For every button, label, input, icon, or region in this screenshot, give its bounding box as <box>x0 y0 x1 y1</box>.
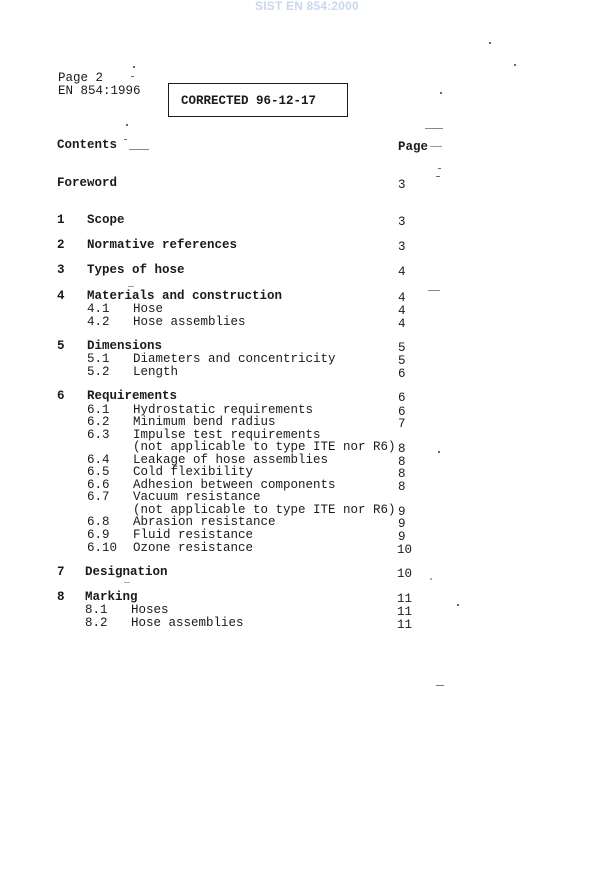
subsection-page: 6 <box>398 405 406 419</box>
section-title: Normative references <box>87 238 238 252</box>
section-page: 3 <box>398 240 406 254</box>
section-page: 3 <box>398 215 406 229</box>
subsection-title: Fluid resistance <box>133 528 254 542</box>
subsection-page: 9 <box>398 530 406 544</box>
subsection-number: 4.2 <box>87 315 110 329</box>
subsection-page: 6 <box>398 367 406 381</box>
section-page: 4 <box>398 291 406 305</box>
subsection-title: Hydrostatic requirements <box>133 403 314 417</box>
subsection-title: Hoses <box>131 603 169 617</box>
subsection-number: 6.2 <box>87 415 110 429</box>
subsection-title: Adhesion between components <box>133 478 336 492</box>
section-number: 1 <box>57 213 65 227</box>
section-title: Designation <box>85 565 168 579</box>
subsection-page: 9 <box>398 505 406 519</box>
subsection-title: Minimum bend radius <box>133 415 276 429</box>
subsection-note: (not applicable to type ITE nor R6) <box>133 440 396 454</box>
section-title: Scope <box>87 213 125 227</box>
section-page: 6 <box>398 391 406 405</box>
subsection-number: 5.1 <box>87 352 110 366</box>
subsection-page: 8 <box>398 467 406 481</box>
subsection-title: Impulse test requirements <box>133 428 321 442</box>
section-number: 4 <box>57 289 65 303</box>
subsection-number: 6.10 <box>87 541 118 555</box>
subsection-page: 5 <box>398 354 406 368</box>
section-title: Requirements <box>87 389 178 403</box>
subsection-page: 4 <box>398 304 406 318</box>
subsection-page: 11 <box>397 605 413 619</box>
section-title: Dimensions <box>87 339 163 353</box>
subsection-number: 6.1 <box>87 403 110 417</box>
section-title: Materials and construction <box>87 289 283 303</box>
subsection-number: 5.2 <box>87 365 110 379</box>
subsection-page: 8 <box>398 442 406 456</box>
subsection-title: Ozone resistance <box>133 541 254 555</box>
subsection-number: 8.2 <box>85 616 108 630</box>
corrected-stamp-text: CORRECTED 96-12-17 <box>181 94 317 108</box>
section-page: 11 <box>397 592 413 606</box>
section-number: 8 <box>57 590 65 604</box>
subsection-page: 7 <box>398 417 406 431</box>
section-number: 2 <box>57 238 65 252</box>
subsection-number: 8.1 <box>85 603 108 617</box>
subsection-number: 6.3 <box>87 428 110 442</box>
subsection-title: Hose assemblies <box>133 315 246 329</box>
section-page: 4 <box>398 265 406 279</box>
subsection-page: 4 <box>398 317 406 331</box>
contents-heading: Contents <box>57 138 118 152</box>
section-title: Types of hose <box>87 263 185 277</box>
subsection-title: Hose <box>133 302 164 316</box>
section-page: 10 <box>397 567 413 581</box>
subsection-page: 10 <box>397 543 413 557</box>
subsection-page: 11 <box>397 618 413 632</box>
section-number: 5 <box>57 339 65 353</box>
section-page: 5 <box>398 341 406 355</box>
section-number: 7 <box>57 565 65 579</box>
watermark: SIST EN 854:2000 <box>255 0 359 13</box>
subsection-page: 9 <box>398 517 406 531</box>
subsection-note: (not applicable to type ITE nor R6) <box>133 503 396 517</box>
page-column-heading: Page <box>398 140 429 154</box>
subsection-number: 4.1 <box>87 302 110 316</box>
subsection-title: Hose assemblies <box>131 616 244 630</box>
subsection-title: Length <box>133 365 179 379</box>
subsection-number: 6.5 <box>87 465 110 479</box>
subsection-page: 8 <box>398 455 406 469</box>
page-number: Page 2 <box>58 71 104 85</box>
subsection-title: Cold flexibility <box>133 465 254 479</box>
standard-reference: EN 854:1996 <box>58 84 141 98</box>
section-title: Marking <box>85 590 138 604</box>
subsection-title: Leakage of hose assemblies <box>133 453 329 467</box>
subsection-title: Diameters and concentricity <box>133 352 336 366</box>
subsection-title: Abrasion resistance <box>133 515 276 529</box>
subsection-number: 6.6 <box>87 478 110 492</box>
foreword-page: 3 <box>398 178 406 192</box>
subsection-number: 6.8 <box>87 515 110 529</box>
section-number: 6 <box>57 389 65 403</box>
subsection-title: Vacuum resistance <box>133 490 261 504</box>
section-number: 3 <box>57 263 65 277</box>
subsection-number: 6.9 <box>87 528 110 542</box>
subsection-page: 8 <box>398 480 406 494</box>
foreword-label: Foreword <box>57 176 118 190</box>
subsection-number: 6.7 <box>87 490 110 504</box>
subsection-number: 6.4 <box>87 453 110 467</box>
